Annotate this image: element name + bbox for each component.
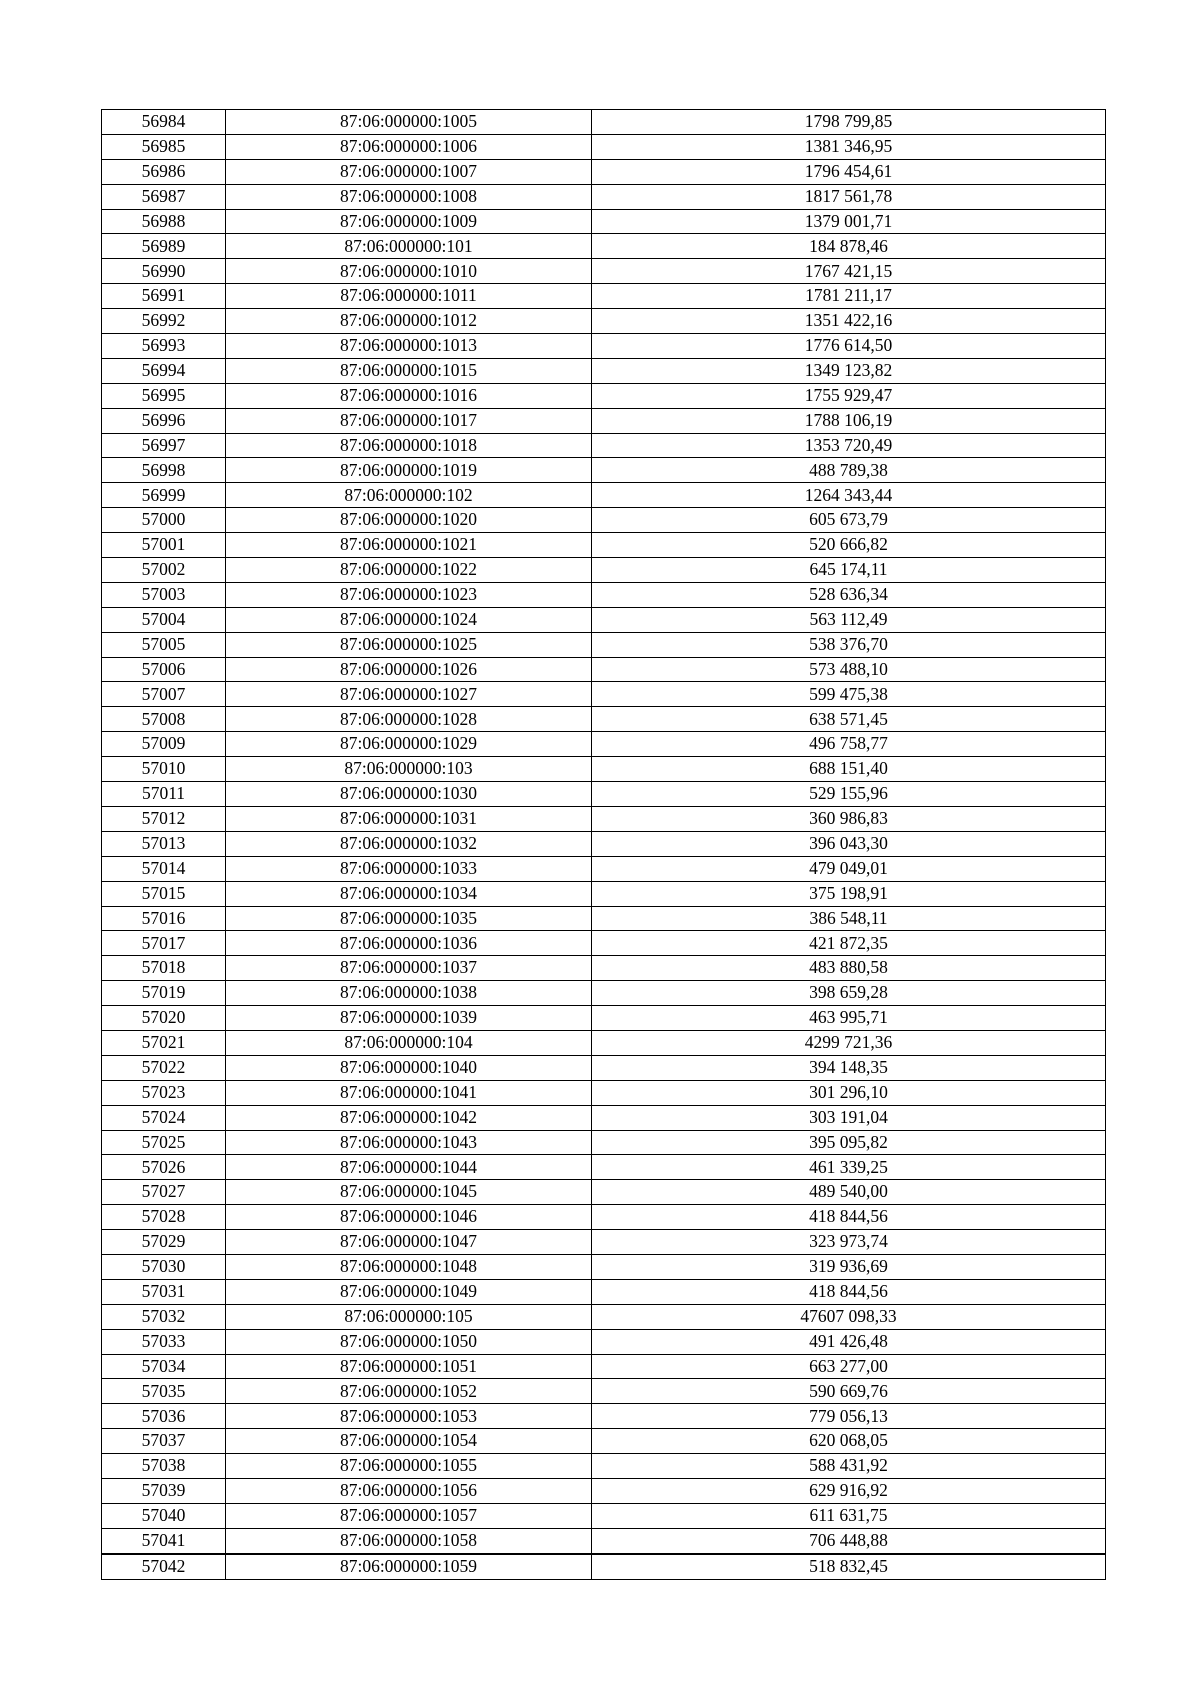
cadastral-number-cell: 87:06:000000:1044 bbox=[226, 1155, 592, 1180]
cadastral-value-cell: 395 095,82 bbox=[592, 1130, 1106, 1155]
row-number-cell: 57020 bbox=[102, 1006, 226, 1031]
cadastral-value-cell: 520 666,82 bbox=[592, 533, 1106, 558]
table-row bbox=[102, 184, 1106, 209]
row-number-cell: 57026 bbox=[102, 1155, 226, 1180]
cadastral-value-cell: 645 174,11 bbox=[592, 558, 1106, 583]
cadastral-value-cell: 463 995,71 bbox=[592, 1006, 1106, 1031]
row-number-cell: 57019 bbox=[102, 981, 226, 1006]
table-row bbox=[102, 383, 1106, 408]
cadastral-number-cell: 87:06:000000:1018 bbox=[226, 433, 592, 458]
row-number-cell: 57038 bbox=[102, 1454, 226, 1479]
cadastral-value-cell: 538 376,70 bbox=[592, 632, 1106, 657]
cadastral-value-cell: 1349 123,82 bbox=[592, 358, 1106, 383]
table-row bbox=[102, 931, 1106, 956]
cadastral-number-cell: 87:06:000000:1036 bbox=[226, 931, 592, 956]
table-body bbox=[102, 110, 1106, 1580]
row-number-cell: 57037 bbox=[102, 1429, 226, 1454]
cadastral-number-cell: 87:06:000000:1058 bbox=[226, 1528, 592, 1553]
row-number-cell: 57013 bbox=[102, 831, 226, 856]
cadastral-number-cell: 87:06:000000:1010 bbox=[226, 259, 592, 284]
table-row bbox=[102, 632, 1106, 657]
table-row bbox=[102, 483, 1106, 508]
cadastral-value-cell: 1776 614,50 bbox=[592, 334, 1106, 359]
table-row bbox=[102, 358, 1106, 383]
row-number-cell: 57004 bbox=[102, 607, 226, 632]
row-number-cell: 56985 bbox=[102, 134, 226, 159]
row-number-cell: 57036 bbox=[102, 1404, 226, 1429]
row-number-cell: 57031 bbox=[102, 1279, 226, 1304]
row-number-cell: 57022 bbox=[102, 1055, 226, 1080]
row-number-cell: 57002 bbox=[102, 558, 226, 583]
cadastral-value-cell: 1796 454,61 bbox=[592, 159, 1106, 184]
table-row bbox=[102, 1554, 1106, 1579]
cadastral-number-cell: 87:06:000000:1006 bbox=[226, 134, 592, 159]
table-row bbox=[102, 1503, 1106, 1528]
table-row bbox=[102, 806, 1106, 831]
cadastral-value-cell: 1351 422,16 bbox=[592, 309, 1106, 334]
table-row bbox=[102, 1404, 1106, 1429]
cadastral-number-cell: 87:06:000000:1015 bbox=[226, 358, 592, 383]
cadastral-number-cell: 87:06:000000:1049 bbox=[226, 1279, 592, 1304]
row-number-cell: 56995 bbox=[102, 383, 226, 408]
cadastral-value-cell: 489 540,00 bbox=[592, 1180, 1106, 1205]
cadastral-value-cell: 319 936,69 bbox=[592, 1254, 1106, 1279]
cadastral-number-cell: 87:06:000000:1031 bbox=[226, 806, 592, 831]
table-row bbox=[102, 582, 1106, 607]
cadastral-value-cell: 518 832,45 bbox=[592, 1554, 1106, 1579]
table-row bbox=[102, 1478, 1106, 1503]
table-row bbox=[102, 259, 1106, 284]
cadastral-value-cell: 47607 098,33 bbox=[592, 1304, 1106, 1329]
row-number-cell: 56997 bbox=[102, 433, 226, 458]
table-row bbox=[102, 110, 1106, 135]
cadastral-value-cell: 620 068,05 bbox=[592, 1429, 1106, 1454]
cadastral-value-cell: 629 916,92 bbox=[592, 1478, 1106, 1503]
cadastral-number-cell: 87:06:000000:1008 bbox=[226, 184, 592, 209]
row-number-cell: 56984 bbox=[102, 110, 226, 135]
cadastral-number-cell: 87:06:000000:104 bbox=[226, 1030, 592, 1055]
table-row bbox=[102, 707, 1106, 732]
table-row bbox=[102, 134, 1106, 159]
table-row bbox=[102, 1030, 1106, 1055]
table-row bbox=[102, 209, 1106, 234]
row-number-cell: 57041 bbox=[102, 1528, 226, 1553]
table-row bbox=[102, 881, 1106, 906]
cadastral-number-cell: 87:06:000000:1040 bbox=[226, 1055, 592, 1080]
cadastral-value-cell: 588 431,92 bbox=[592, 1454, 1106, 1479]
row-number-cell: 57042 bbox=[102, 1554, 226, 1579]
cadastral-number-cell: 87:06:000000:1012 bbox=[226, 309, 592, 334]
cadastral-number-cell: 87:06:000000:1059 bbox=[226, 1554, 592, 1579]
table-row bbox=[102, 458, 1106, 483]
cadastral-value-cell: 1353 720,49 bbox=[592, 433, 1106, 458]
cadastral-number-cell: 87:06:000000:1030 bbox=[226, 782, 592, 807]
table-row bbox=[102, 782, 1106, 807]
cadastral-number-cell: 87:06:000000:1052 bbox=[226, 1379, 592, 1404]
row-number-cell: 56987 bbox=[102, 184, 226, 209]
row-number-cell: 57005 bbox=[102, 632, 226, 657]
cadastral-number-cell: 87:06:000000:1026 bbox=[226, 657, 592, 682]
row-number-cell: 57011 bbox=[102, 782, 226, 807]
cadastral-value-cell: 301 296,10 bbox=[592, 1080, 1106, 1105]
cadastral-number-cell: 87:06:000000:1056 bbox=[226, 1478, 592, 1503]
cadastral-value-cell: 303 191,04 bbox=[592, 1105, 1106, 1130]
cadastral-value-cell: 394 148,35 bbox=[592, 1055, 1106, 1080]
cadastral-number-cell: 87:06:000000:1057 bbox=[226, 1503, 592, 1528]
row-number-cell: 57033 bbox=[102, 1329, 226, 1354]
cadastral-number-cell: 87:06:000000:1050 bbox=[226, 1329, 592, 1354]
cadastral-value-cell: 396 043,30 bbox=[592, 831, 1106, 856]
cadastral-number-cell: 87:06:000000:1046 bbox=[226, 1205, 592, 1230]
cadastral-value-cell: 590 669,76 bbox=[592, 1379, 1106, 1404]
row-number-cell: 57017 bbox=[102, 931, 226, 956]
row-number-cell: 57014 bbox=[102, 856, 226, 881]
cadastral-value-cell: 573 488,10 bbox=[592, 657, 1106, 682]
row-number-cell: 57024 bbox=[102, 1105, 226, 1130]
cadastral-number-cell: 87:06:000000:1032 bbox=[226, 831, 592, 856]
table-row bbox=[102, 1454, 1106, 1479]
table-row bbox=[102, 1230, 1106, 1255]
cadastral-value-cell: 528 636,34 bbox=[592, 582, 1106, 607]
cadastral-value-cell: 1817 561,78 bbox=[592, 184, 1106, 209]
table-row bbox=[102, 757, 1106, 782]
table-row bbox=[102, 234, 1106, 259]
cadastral-number-cell: 87:06:000000:1025 bbox=[226, 632, 592, 657]
table-row bbox=[102, 284, 1106, 309]
cadastral-number-cell: 87:06:000000:1041 bbox=[226, 1080, 592, 1105]
cadastral-number-cell: 87:06:000000:105 bbox=[226, 1304, 592, 1329]
row-number-cell: 57035 bbox=[102, 1379, 226, 1404]
row-number-cell: 56991 bbox=[102, 284, 226, 309]
table-row bbox=[102, 159, 1106, 184]
cadastral-value-cell: 611 631,75 bbox=[592, 1503, 1106, 1528]
table-row bbox=[102, 1155, 1106, 1180]
row-number-cell: 57008 bbox=[102, 707, 226, 732]
table-row bbox=[102, 1105, 1106, 1130]
table-row bbox=[102, 1254, 1106, 1279]
cadastral-value-cell: 706 448,88 bbox=[592, 1528, 1106, 1553]
cadastral-value-cell: 4299 721,36 bbox=[592, 1030, 1106, 1055]
cadastral-number-cell: 87:06:000000:103 bbox=[226, 757, 592, 782]
table-row bbox=[102, 1080, 1106, 1105]
table-row bbox=[102, 1180, 1106, 1205]
cadastral-number-cell: 87:06:000000:1043 bbox=[226, 1130, 592, 1155]
row-number-cell: 57032 bbox=[102, 1304, 226, 1329]
cadastral-value-cell: 1781 211,17 bbox=[592, 284, 1106, 309]
table-row bbox=[102, 732, 1106, 757]
cadastral-value-table bbox=[101, 109, 1106, 1580]
cadastral-value-cell: 418 844,56 bbox=[592, 1279, 1106, 1304]
cadastral-value-cell: 496 758,77 bbox=[592, 732, 1106, 757]
cadastral-value-cell: 1767 421,15 bbox=[592, 259, 1106, 284]
row-number-cell: 57010 bbox=[102, 757, 226, 782]
table-row bbox=[102, 1304, 1106, 1329]
cadastral-value-cell: 638 571,45 bbox=[592, 707, 1106, 732]
row-number-cell: 57021 bbox=[102, 1030, 226, 1055]
table-row bbox=[102, 508, 1106, 533]
table-row bbox=[102, 1528, 1106, 1553]
cadastral-number-cell: 87:06:000000:1027 bbox=[226, 682, 592, 707]
table-row bbox=[102, 657, 1106, 682]
cadastral-value-cell: 599 475,38 bbox=[592, 682, 1106, 707]
row-number-cell: 56993 bbox=[102, 334, 226, 359]
cadastral-value-cell: 1379 001,71 bbox=[592, 209, 1106, 234]
cadastral-number-cell: 87:06:000000:1037 bbox=[226, 956, 592, 981]
table-row bbox=[102, 1055, 1106, 1080]
cadastral-number-cell: 87:06:000000:1055 bbox=[226, 1454, 592, 1479]
cadastral-value-cell: 563 112,49 bbox=[592, 607, 1106, 632]
cadastral-number-cell: 87:06:000000:1017 bbox=[226, 408, 592, 433]
row-number-cell: 56999 bbox=[102, 483, 226, 508]
table-row bbox=[102, 334, 1106, 359]
row-number-cell: 56996 bbox=[102, 408, 226, 433]
cadastral-value-cell: 479 049,01 bbox=[592, 856, 1106, 881]
row-number-cell: 56989 bbox=[102, 234, 226, 259]
cadastral-value-cell: 184 878,46 bbox=[592, 234, 1106, 259]
cadastral-value-cell: 663 277,00 bbox=[592, 1354, 1106, 1379]
cadastral-value-cell: 398 659,28 bbox=[592, 981, 1106, 1006]
row-number-cell: 57034 bbox=[102, 1354, 226, 1379]
table-row bbox=[102, 433, 1106, 458]
row-number-cell: 57025 bbox=[102, 1130, 226, 1155]
cadastral-number-cell: 87:06:000000:1021 bbox=[226, 533, 592, 558]
cadastral-number-cell: 87:06:000000:1053 bbox=[226, 1404, 592, 1429]
row-number-cell: 57040 bbox=[102, 1503, 226, 1528]
cadastral-number-cell: 87:06:000000:1042 bbox=[226, 1105, 592, 1130]
row-number-cell: 56998 bbox=[102, 458, 226, 483]
cadastral-value-cell: 386 548,11 bbox=[592, 906, 1106, 931]
cadastral-value-cell: 421 872,35 bbox=[592, 931, 1106, 956]
cadastral-value-cell: 688 151,40 bbox=[592, 757, 1106, 782]
table-row bbox=[102, 533, 1106, 558]
cadastral-number-cell: 87:06:000000:1039 bbox=[226, 1006, 592, 1031]
cadastral-number-cell: 87:06:000000:1038 bbox=[226, 981, 592, 1006]
cadastral-number-cell: 87:06:000000:1035 bbox=[226, 906, 592, 931]
table-row bbox=[102, 956, 1106, 981]
cadastral-value-cell: 483 880,58 bbox=[592, 956, 1106, 981]
row-number-cell: 57006 bbox=[102, 657, 226, 682]
row-number-cell: 57027 bbox=[102, 1180, 226, 1205]
row-number-cell: 56994 bbox=[102, 358, 226, 383]
cadastral-number-cell: 87:06:000000:101 bbox=[226, 234, 592, 259]
cadastral-number-cell: 87:06:000000:1005 bbox=[226, 110, 592, 135]
row-number-cell: 57015 bbox=[102, 881, 226, 906]
cadastral-value-cell: 360 986,83 bbox=[592, 806, 1106, 831]
table-row bbox=[102, 981, 1106, 1006]
cadastral-value-cell: 605 673,79 bbox=[592, 508, 1106, 533]
cadastral-number-cell: 87:06:000000:1034 bbox=[226, 881, 592, 906]
cadastral-value-cell: 461 339,25 bbox=[592, 1155, 1106, 1180]
row-number-cell: 57007 bbox=[102, 682, 226, 707]
row-number-cell: 57018 bbox=[102, 956, 226, 981]
table-row bbox=[102, 1205, 1106, 1230]
row-number-cell: 57016 bbox=[102, 906, 226, 931]
table-row bbox=[102, 1279, 1106, 1304]
cadastral-number-cell: 87:06:000000:1013 bbox=[226, 334, 592, 359]
table-row bbox=[102, 906, 1106, 931]
cadastral-number-cell: 87:06:000000:1019 bbox=[226, 458, 592, 483]
cadastral-value-cell: 488 789,38 bbox=[592, 458, 1106, 483]
row-number-cell: 57003 bbox=[102, 582, 226, 607]
table-row bbox=[102, 1329, 1106, 1354]
cadastral-value-cell: 1755 929,47 bbox=[592, 383, 1106, 408]
cadastral-value-cell: 529 155,96 bbox=[592, 782, 1106, 807]
row-number-cell: 56986 bbox=[102, 159, 226, 184]
row-number-cell: 57029 bbox=[102, 1230, 226, 1255]
cadastral-number-cell: 87:06:000000:1047 bbox=[226, 1230, 592, 1255]
cadastral-number-cell: 87:06:000000:1033 bbox=[226, 856, 592, 881]
row-number-cell: 56992 bbox=[102, 309, 226, 334]
cadastral-number-cell: 87:06:000000:1007 bbox=[226, 159, 592, 184]
cadastral-number-cell: 87:06:000000:1051 bbox=[226, 1354, 592, 1379]
cadastral-number-cell: 87:06:000000:1028 bbox=[226, 707, 592, 732]
table-row bbox=[102, 408, 1106, 433]
table-row bbox=[102, 1354, 1106, 1379]
table-row bbox=[102, 1429, 1106, 1454]
cadastral-number-cell: 87:06:000000:1020 bbox=[226, 508, 592, 533]
table-row bbox=[102, 1006, 1106, 1031]
row-number-cell: 57000 bbox=[102, 508, 226, 533]
table-row bbox=[102, 856, 1106, 881]
row-number-cell: 57039 bbox=[102, 1478, 226, 1503]
table-row bbox=[102, 1379, 1106, 1404]
cadastral-value-cell: 375 198,91 bbox=[592, 881, 1106, 906]
row-number-cell: 57001 bbox=[102, 533, 226, 558]
table-row bbox=[102, 558, 1106, 583]
cadastral-number-cell: 87:06:000000:1048 bbox=[226, 1254, 592, 1279]
table-row bbox=[102, 1130, 1106, 1155]
cadastral-number-cell: 87:06:000000:1024 bbox=[226, 607, 592, 632]
row-number-cell: 56990 bbox=[102, 259, 226, 284]
cadastral-number-cell: 87:06:000000:1009 bbox=[226, 209, 592, 234]
cadastral-number-cell: 87:06:000000:1023 bbox=[226, 582, 592, 607]
cadastral-value-cell: 491 426,48 bbox=[592, 1329, 1106, 1354]
cadastral-number-cell: 87:06:000000:1045 bbox=[226, 1180, 592, 1205]
cadastral-value-cell: 1381 346,95 bbox=[592, 134, 1106, 159]
cadastral-number-cell: 87:06:000000:1029 bbox=[226, 732, 592, 757]
row-number-cell: 57012 bbox=[102, 806, 226, 831]
row-number-cell: 56988 bbox=[102, 209, 226, 234]
cadastral-number-cell: 87:06:000000:1016 bbox=[226, 383, 592, 408]
cadastral-value-cell: 418 844,56 bbox=[592, 1205, 1106, 1230]
cadastral-value-cell: 323 973,74 bbox=[592, 1230, 1106, 1255]
table-row bbox=[102, 831, 1106, 856]
table-row bbox=[102, 682, 1106, 707]
cadastral-value-cell: 1798 799,85 bbox=[592, 110, 1106, 135]
cadastral-number-cell: 87:06:000000:1011 bbox=[226, 284, 592, 309]
cadastral-number-cell: 87:06:000000:1022 bbox=[226, 558, 592, 583]
cadastral-value-cell: 1788 106,19 bbox=[592, 408, 1106, 433]
row-number-cell: 57030 bbox=[102, 1254, 226, 1279]
row-number-cell: 57023 bbox=[102, 1080, 226, 1105]
table-row bbox=[102, 309, 1106, 334]
row-number-cell: 57009 bbox=[102, 732, 226, 757]
cadastral-value-cell: 1264 343,44 bbox=[592, 483, 1106, 508]
cadastral-number-cell: 87:06:000000:102 bbox=[226, 483, 592, 508]
row-number-cell: 57028 bbox=[102, 1205, 226, 1230]
cadastral-value-cell: 779 056,13 bbox=[592, 1404, 1106, 1429]
cadastral-number-cell: 87:06:000000:1054 bbox=[226, 1429, 592, 1454]
table-row bbox=[102, 607, 1106, 632]
